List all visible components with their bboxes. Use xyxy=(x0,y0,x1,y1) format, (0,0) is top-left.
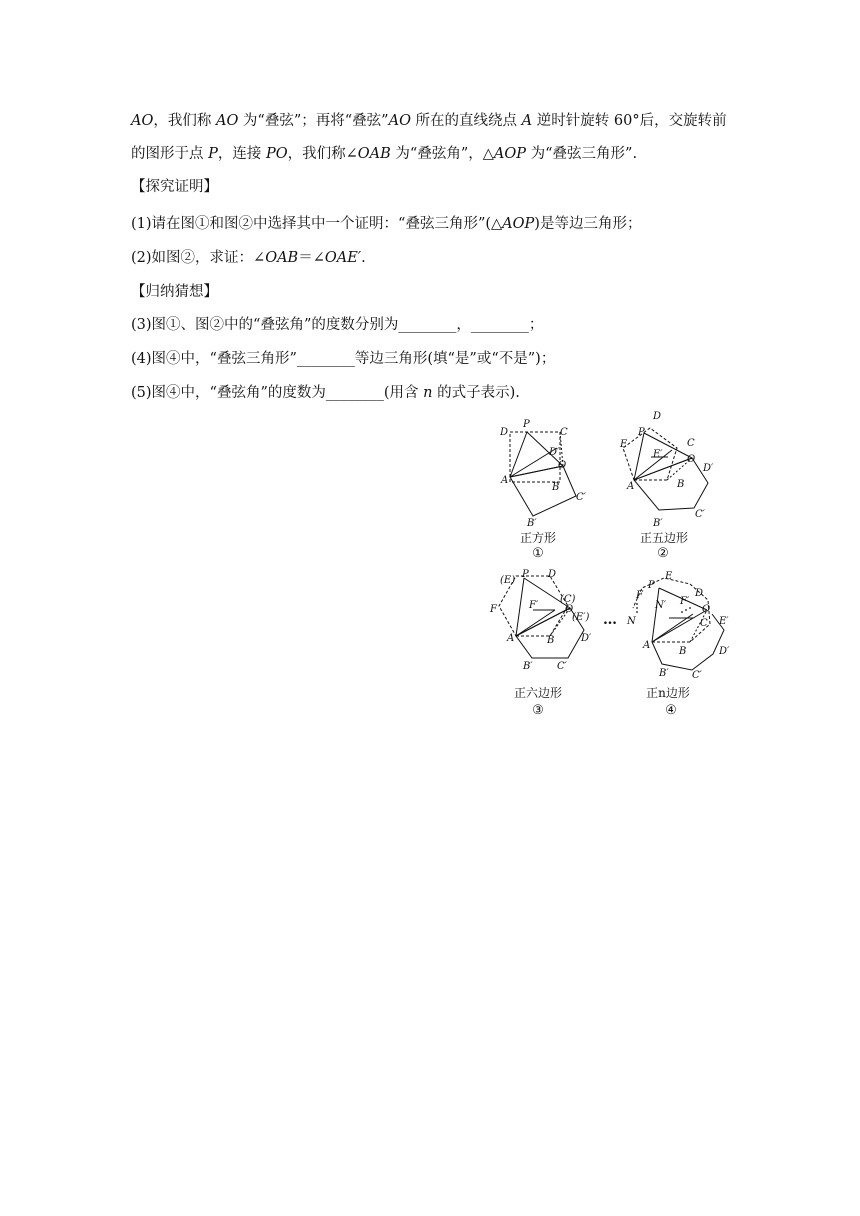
figure-1-caption: 正方形 xyxy=(519,531,556,545)
figure-2-number: ② xyxy=(657,546,669,561)
label-Nprime: N′ xyxy=(655,600,667,611)
label-E: E xyxy=(620,439,628,450)
label-A: A xyxy=(507,633,515,644)
text-run: ，连接 xyxy=(217,146,266,162)
label-D: D xyxy=(548,569,557,580)
text-run: OAB xyxy=(357,146,391,162)
figure-hexagon-diagram xyxy=(488,566,613,681)
text-run: n xyxy=(423,385,433,401)
label-Bprime: B′ xyxy=(653,518,663,529)
label-O: O xyxy=(558,460,567,471)
text-run: 逆时针旋转 60°后，交旋转前 xyxy=(532,113,727,129)
text-run: 的图形于点 xyxy=(131,146,209,162)
paragraph-line-2 xyxy=(131,144,637,164)
label-Bprime: B′ xyxy=(527,518,537,529)
label-Cprime: C′ xyxy=(695,509,705,520)
text-run: 为“叠弦”；再将“叠弦” xyxy=(238,113,389,129)
text-run: OAE′ xyxy=(324,250,362,266)
paragraph-line-1 xyxy=(131,111,727,131)
figure-4-caption: 正n边形 xyxy=(646,686,690,700)
text-run: )是等边三角形； xyxy=(534,216,642,232)
label-C: C xyxy=(687,438,695,449)
figure-1-number: ① xyxy=(532,546,544,561)
label-Fprime: F′ xyxy=(529,600,539,611)
text-run: AOP xyxy=(502,216,535,232)
label-P: P xyxy=(522,569,529,580)
label-O: O xyxy=(687,454,696,465)
question-1 xyxy=(131,214,641,234)
label-D: D xyxy=(500,427,509,438)
label-O: O xyxy=(702,604,711,615)
text-run: AO xyxy=(388,113,411,129)
label-C: C xyxy=(700,618,708,629)
label-F: F xyxy=(490,604,497,615)
label-Cprime: C′ xyxy=(576,492,586,503)
figure-square-diagram xyxy=(490,415,600,535)
label-Cprime: C′ xyxy=(692,670,702,681)
label-E-paren: (E) xyxy=(500,575,516,586)
figure-pentagon-diagram xyxy=(610,405,740,535)
text-run: ，我们称∠ xyxy=(287,146,358,162)
label-Eprime: E′ xyxy=(653,449,663,460)
text-run: AOP xyxy=(493,146,527,162)
label-B: B xyxy=(552,482,560,493)
text-run: (5)图④中，“叠弦角”的度数为________(用含 xyxy=(131,385,424,401)
text-run: ，我们称 xyxy=(153,113,216,129)
label-A: A xyxy=(501,475,509,486)
label-Dprime: D′ xyxy=(719,646,730,657)
label-Dprime: D′ xyxy=(703,463,714,474)
text-run: (1)请在图①和图②中选择其中一个证明：“叠弦三角形”(△ xyxy=(131,216,503,232)
label-C: C xyxy=(560,427,568,438)
text-run: 为“叠弦三角形”. xyxy=(526,146,638,162)
label-C-paren: (C) xyxy=(560,594,576,605)
label-B: B xyxy=(677,479,685,490)
section-heading-explore: 【探究证明】 xyxy=(131,179,218,195)
figure-square xyxy=(490,415,600,535)
text-run: PO xyxy=(265,146,288,162)
question-4: (4)图④中，“叠弦三角形”________等边三角形(填“是”或“不是”)； xyxy=(131,351,556,367)
question-5 xyxy=(131,383,520,403)
label-Bprime: B′ xyxy=(523,661,533,672)
text-run: AO xyxy=(215,113,239,129)
question-2 xyxy=(131,248,366,268)
ellipsis-between-figures: … xyxy=(603,612,617,628)
figure-2-caption: 正五边形 xyxy=(639,531,688,545)
label-Dprime: D′ xyxy=(549,447,560,458)
figure-4-number: ④ xyxy=(665,703,677,718)
label-B: B xyxy=(547,635,555,646)
label-D: D xyxy=(653,411,662,422)
figure-3-number: ③ xyxy=(532,703,544,718)
text-run: . xyxy=(361,250,366,266)
figure-n-gon-diagram xyxy=(620,566,745,686)
label-D: D xyxy=(695,588,704,599)
section-heading-induce: 【归纳猜想】 xyxy=(131,284,218,300)
label-O: O xyxy=(565,604,574,615)
question-3: (3)图①、图②中的“叠弦角”的度数分别为________，________； xyxy=(131,317,544,333)
label-Fprime: F′ xyxy=(680,596,690,607)
text-run: AO xyxy=(131,113,154,129)
label-A: A xyxy=(643,640,651,651)
text-run: OAB xyxy=(265,250,299,266)
label-E: E xyxy=(665,571,673,582)
text-run: A xyxy=(521,113,533,129)
label-P: P xyxy=(648,580,655,591)
label-Cprime: C′ xyxy=(557,661,567,672)
text-run: 的式子表示). xyxy=(432,385,520,401)
label-Dprime: D′ xyxy=(581,633,592,644)
label-Eprime: E′ xyxy=(719,616,729,627)
text-run: ＝∠ xyxy=(298,250,325,266)
figure-n-gon xyxy=(620,566,745,686)
label-Eprime-paren: (E′) xyxy=(572,612,590,623)
figure-pentagon xyxy=(610,405,740,535)
text-run: P xyxy=(208,146,218,162)
label-P: P xyxy=(638,427,645,438)
label-P: P xyxy=(523,419,530,430)
figure-hexagon xyxy=(488,566,613,681)
text-run: 为“叠弦角”，△ xyxy=(390,146,494,162)
text-run: (2)如图②，求证：∠ xyxy=(131,250,266,266)
label-Bprime: B′ xyxy=(659,668,669,679)
label-B: B xyxy=(679,646,687,657)
figure-3-caption: 正六边形 xyxy=(513,686,562,700)
label-N: N xyxy=(627,616,636,627)
label-A: A xyxy=(627,481,635,492)
text-run: 所在的直线绕点 xyxy=(410,113,522,129)
label-F: F xyxy=(636,590,643,601)
